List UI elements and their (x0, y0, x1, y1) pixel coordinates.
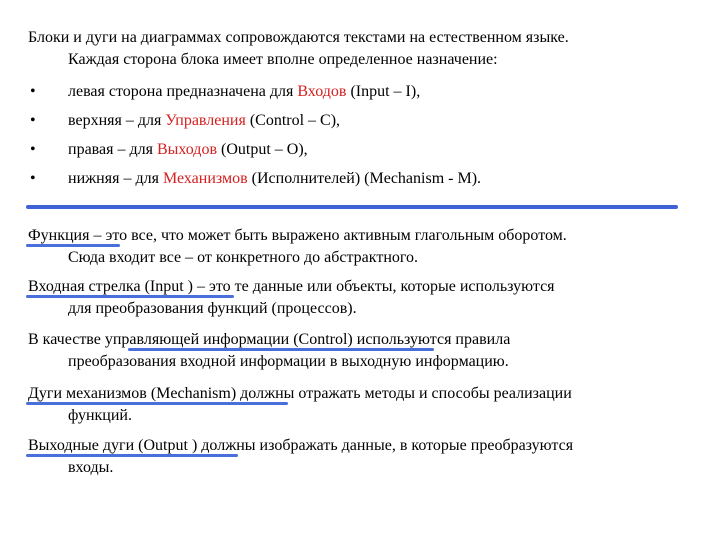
underline-function (26, 244, 120, 247)
output-line-1: Выходные дуги (Output ) должны изображать данные, в которые преобразуются (28, 437, 574, 454)
list-item-text: (Control – C), (245, 112, 341, 129)
term-control: Управления (165, 112, 246, 129)
input-line-2: для преобразования функций (процессов). (68, 300, 357, 317)
term-inputs: Входов (297, 83, 347, 100)
bullet-control: • (30, 112, 36, 129)
list-item-text: правая – для (68, 141, 157, 158)
list-item-inputs (68, 82, 420, 102)
output-line-2: входы. (68, 459, 114, 476)
term-mechanisms: Механизмов (162, 170, 248, 187)
intro-line-1: Блоки и дуги на диаграммах сопровождаются текстами на естественном языке. (28, 29, 569, 46)
list-item-control (68, 111, 340, 131)
mechanism-line-2: функций. (68, 407, 132, 424)
underline-control (128, 348, 434, 351)
underline-mechanism (26, 402, 288, 405)
list-item-text: (Output – O), (217, 141, 308, 158)
list-item-mechanisms (68, 169, 481, 189)
bullet-inputs: • (30, 83, 36, 100)
section-divider (26, 205, 678, 209)
list-item-text: (Input – I), (346, 83, 421, 100)
underline-input (26, 295, 234, 298)
list-item-text: верхняя – для (68, 112, 166, 129)
term-outputs: Выходов (156, 141, 217, 158)
control-line-2: преобразования входной информации в выходную информацию. (68, 353, 509, 370)
bullet-mechanisms: • (30, 170, 36, 187)
bullet-outputs: • (30, 141, 36, 158)
list-item-text: (Исполнителей) (Mechanism - M). (247, 170, 482, 187)
list-item-text: нижняя – для (68, 170, 163, 187)
intro-line-2: Каждая сторона блока имеет вполне определенное назначение: (68, 51, 498, 68)
function-line-1: Функция – это все, что может быть выражено активным глагольным оборотом. (28, 227, 567, 244)
mechanism-line-1: Дуги механизмов (Mechanism) должны отражать методы и способы реализации (28, 385, 572, 402)
underline-output (26, 454, 238, 457)
function-line-2: Сюда входит все – от конкретного до абстрактного. (68, 249, 419, 266)
input-line-1: Входная стрелка (Input ) – это те данные или объекты, которые используются (28, 278, 555, 295)
list-item-outputs (68, 140, 308, 160)
list-item-text: левая сторона предназначена для (68, 83, 298, 100)
control-line-1: В качестве управляющей информации (Control) используются правила (28, 331, 511, 348)
